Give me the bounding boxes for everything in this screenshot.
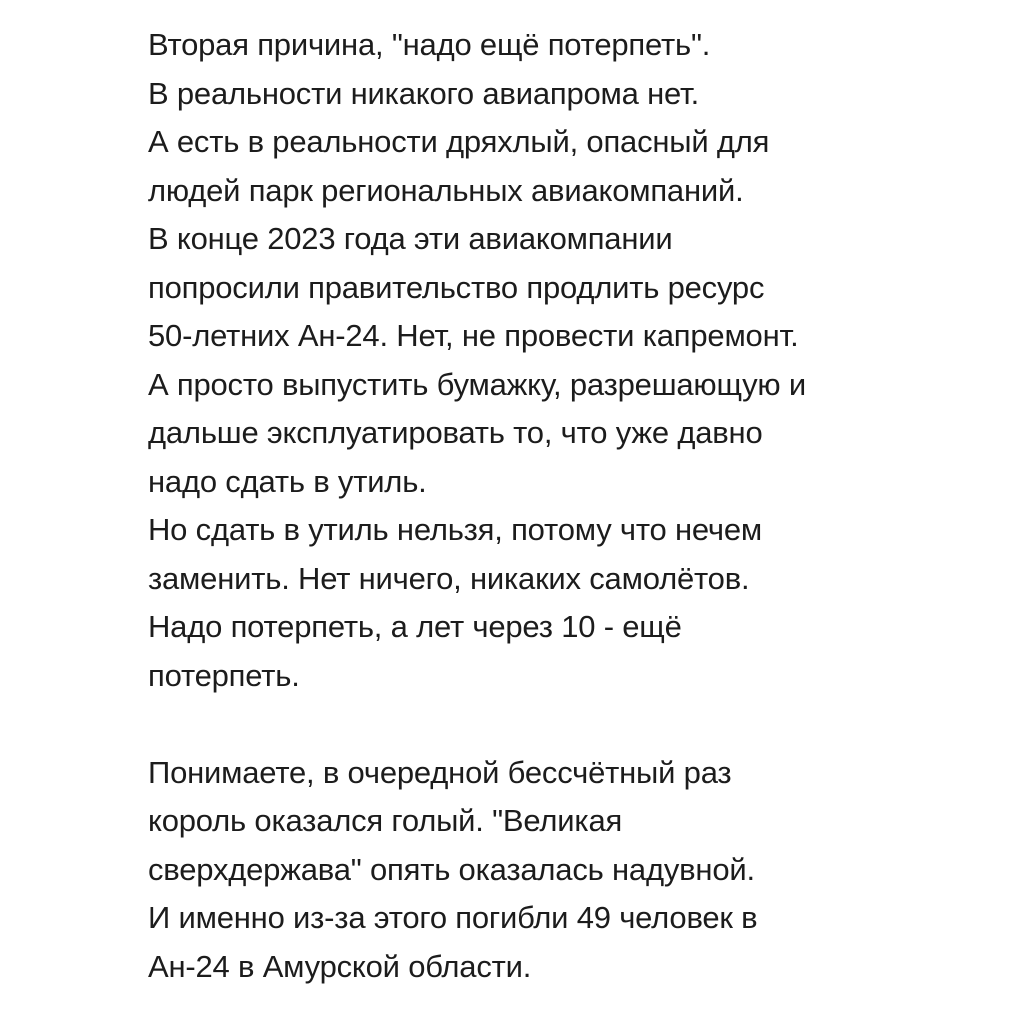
text-line: В реальности никакого авиапрома нет.: [148, 75, 699, 111]
text-line: потерпеть.: [148, 657, 300, 693]
post-text: [148, 21, 998, 991]
text-line: попросили правительство продлить ресурс: [148, 269, 765, 305]
text-line: Вторая причина, "надо ещё потерпеть".: [148, 27, 711, 62]
post-paragraph-1: [148, 21, 998, 700]
text-line: надо сдать в утиль.: [148, 463, 427, 499]
text-line: Ан-24 в Амурской области.: [148, 948, 532, 984]
text-line: сверхдержава" опять оказалась надувной.: [148, 851, 755, 887]
text-line: дальше эксплуатировать то, что уже давно: [148, 415, 763, 450]
text-line: заменить. Нет ничего, никаких самолётов.: [148, 560, 750, 596]
text-line: Понимаете, в очередной бессчётный раз: [148, 754, 732, 790]
paragraph-spacer: [148, 700, 998, 749]
text-line: И именно из-за этого погибли 49 человек в: [148, 900, 758, 935]
text-line: А есть в реальности дряхлый, опасный для: [148, 124, 770, 159]
text-line: людей парк региональных авиакомпаний.: [148, 172, 744, 208]
text-line: Надо потерпеть, а лет через 10 - ещё: [148, 609, 682, 644]
text-line: В конце 2023 года эти авиакомпании: [148, 221, 673, 256]
post-paragraph-2: [148, 749, 998, 992]
text-line: 50-летних Ан-24. Нет, не провести капремонт.: [148, 318, 799, 353]
text-line: Но сдать в утиль нельзя, потому что нечем: [148, 512, 762, 547]
text-line: король оказался голый. "Великая: [148, 803, 623, 838]
text-line: А просто выпустить бумажку, разрешающую и: [148, 366, 806, 402]
